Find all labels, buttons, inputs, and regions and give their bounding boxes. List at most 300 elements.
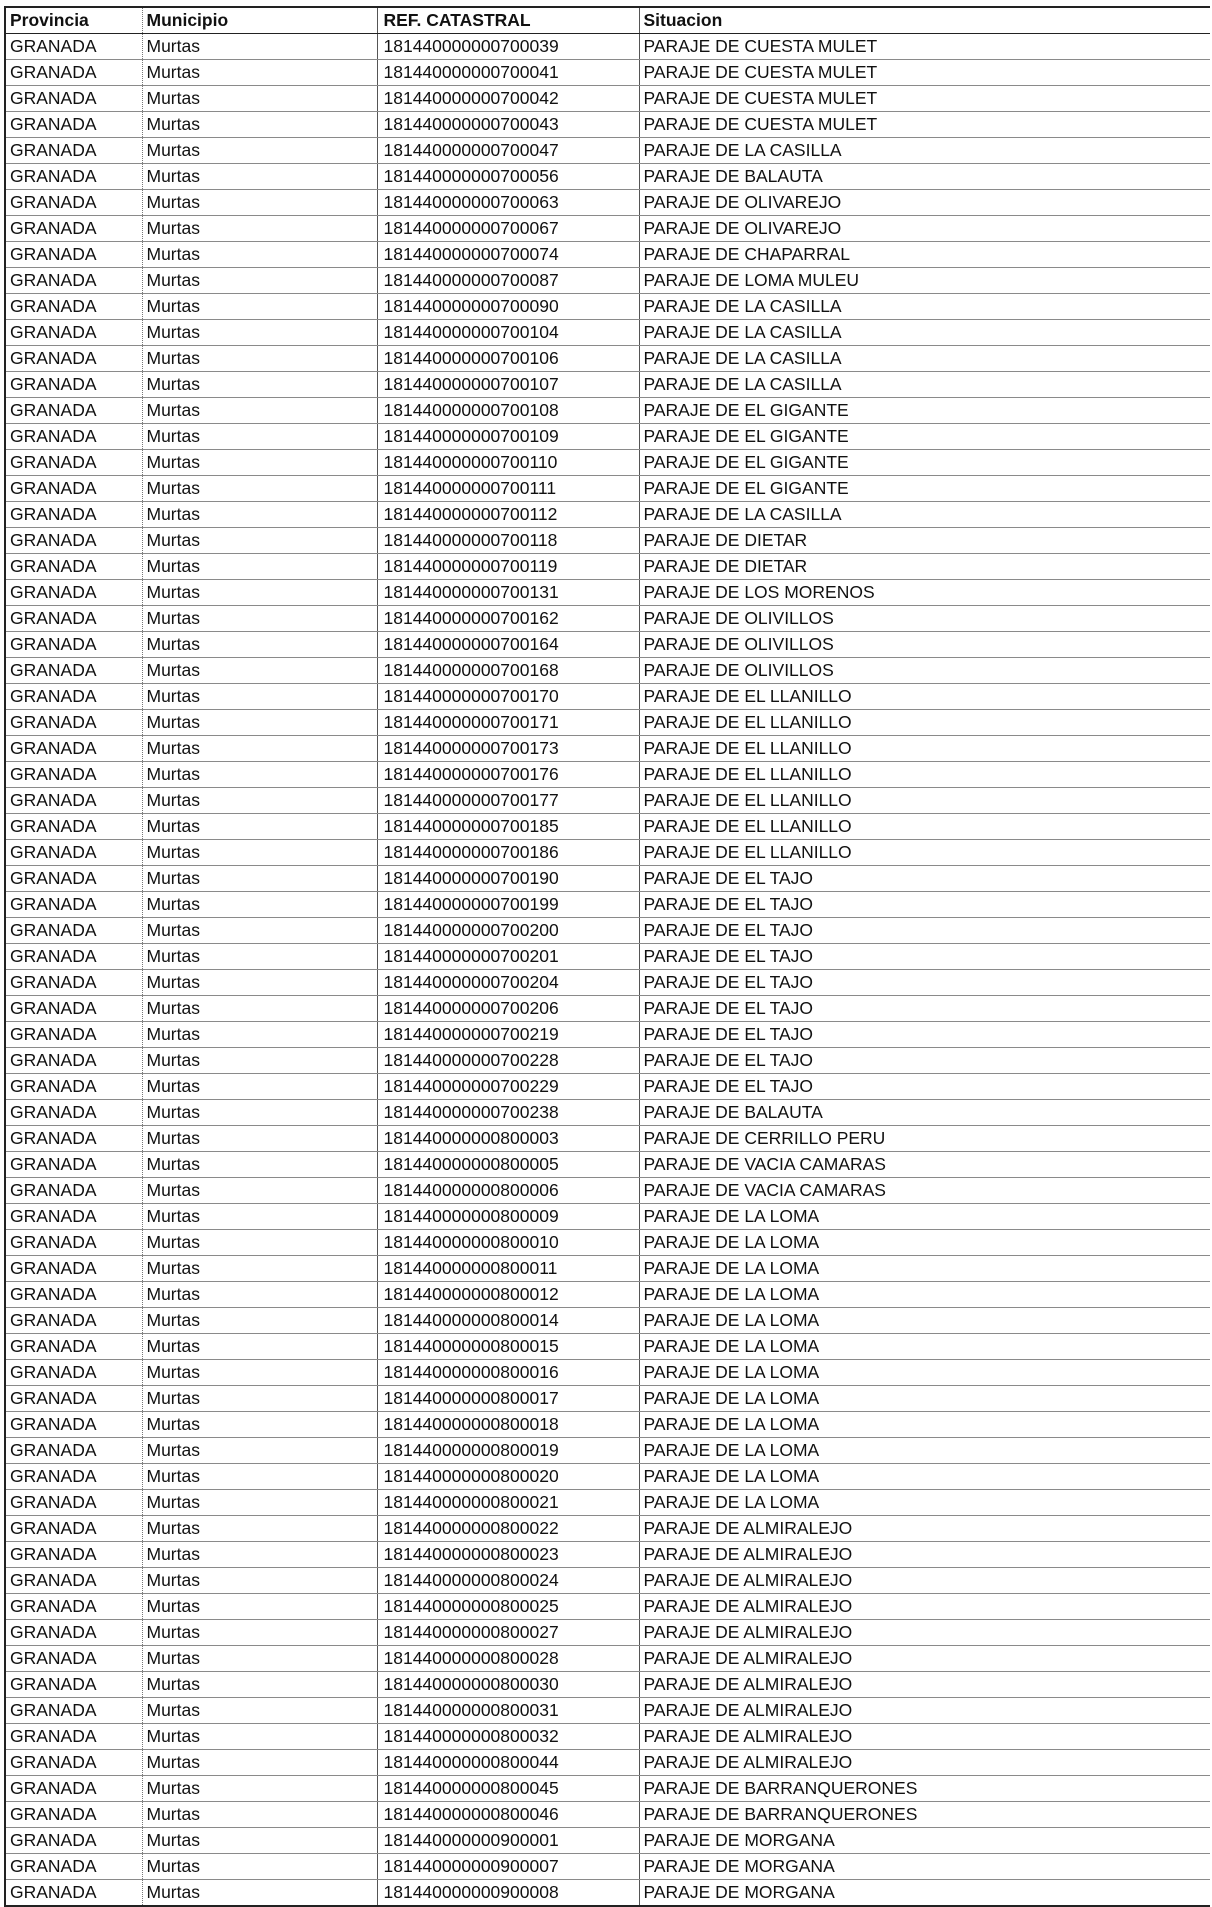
cell-provincia: GRANADA [5, 190, 142, 216]
cell-ref-catastral: 181440000000700042 [377, 86, 639, 112]
table-row [5, 1308, 1210, 1334]
cell-situacion: PARAJE DE MORGANA [643, 1882, 835, 1902]
table-row [5, 1282, 1210, 1308]
cell-ref-catastral: 181440000000700190 [377, 866, 639, 892]
table-row [5, 1776, 1210, 1802]
table-row [5, 294, 1210, 320]
cell-provincia: GRANADA [5, 112, 142, 138]
cell-provincia: GRANADA [5, 1828, 142, 1854]
cell-municipio: Murtas [142, 1880, 377, 1907]
cell-ref-catastral: 181440000000700109 [377, 424, 639, 450]
cell-provincia: GRANADA [5, 1646, 142, 1672]
table-row [5, 1672, 1210, 1698]
cell-municipio: Murtas [142, 1022, 377, 1048]
cell-ref-catastral: 181440000000900001 [377, 1828, 639, 1854]
cell-provincia: GRANADA [5, 1334, 142, 1360]
cell-situacion: PARAJE DE BALAUTA [639, 164, 1210, 190]
header-provincia: Provincia [5, 7, 142, 34]
table-row [5, 606, 1210, 632]
cell-ref-catastral: 181440000000800011 [377, 1256, 639, 1282]
table-row [5, 762, 1210, 788]
cell-situacion: PARAJE DE LA LOMA [639, 1360, 1210, 1386]
cell-provincia: GRANADA [5, 1360, 142, 1386]
cell-ref-catastral: 181440000000800003 [377, 1126, 639, 1152]
cell-provincia: GRANADA [5, 1204, 142, 1230]
table-row [5, 814, 1210, 840]
cell-situacion: PARAJE DE CHAPARRAL [639, 242, 1210, 268]
cell-ref-catastral: 181440000000700087 [377, 268, 639, 294]
cell-municipio: Murtas [142, 1386, 377, 1412]
cell-ref-catastral: 181440000000700176 [377, 762, 639, 788]
cell-municipio: Murtas [142, 1334, 377, 1360]
table-row [5, 1334, 1210, 1360]
table-row [5, 710, 1210, 736]
cell-provincia: GRANADA [5, 1724, 142, 1750]
cell-municipio: Murtas [142, 762, 377, 788]
cell-provincia: GRANADA [5, 1152, 142, 1178]
cell-situacion: PARAJE DE EL GIGANTE [639, 424, 1210, 450]
cell-situacion: PARAJE DE EL TAJO [639, 970, 1210, 996]
cell-municipio: Murtas [142, 970, 377, 996]
table-row [5, 840, 1210, 866]
cell-municipio: Murtas [142, 138, 377, 164]
cell-situacion: PARAJE DE LA LOMA [639, 1204, 1210, 1230]
cell-situacion: PARAJE DE LA LOMA [639, 1464, 1210, 1490]
cell-municipio: Murtas [142, 528, 377, 554]
cell-municipio: Murtas [142, 1152, 377, 1178]
cell-ref-catastral: 181440000000700043 [377, 112, 639, 138]
cell-situacion: PARAJE DE OLIVILLOS [639, 606, 1210, 632]
cell-provincia: GRANADA [5, 996, 142, 1022]
table-row [5, 1126, 1210, 1152]
cell-provincia: GRANADA [5, 1464, 142, 1490]
cell-situacion: PARAJE DE OLIVAREJO [639, 190, 1210, 216]
cell-provincia: GRANADA [5, 34, 142, 60]
cell-provincia: GRANADA [5, 580, 142, 606]
table-row [5, 1620, 1210, 1646]
cell-ref-catastral: 181440000000700067 [377, 216, 639, 242]
cell-municipio: Murtas [142, 1360, 377, 1386]
cell-provincia: GRANADA [5, 1490, 142, 1516]
cell-ref-catastral: 181440000000700173 [377, 736, 639, 762]
cell-provincia: GRANADA [5, 242, 142, 268]
cell-provincia: GRANADA [5, 1100, 142, 1126]
cell-municipio: Murtas [142, 424, 377, 450]
table-row [5, 34, 1210, 60]
cell-municipio: Murtas [142, 1438, 377, 1464]
cell-situacion: PARAJE DE DIETAR [639, 528, 1210, 554]
cell-municipio: Murtas [142, 476, 377, 502]
cell-situacion: PARAJE DE LA CASILLA [639, 320, 1210, 346]
cell-municipio: Murtas [142, 1412, 377, 1438]
cell-provincia: GRANADA [5, 892, 142, 918]
cell-provincia: GRANADA [5, 658, 142, 684]
cell-municipio: Murtas [142, 1100, 377, 1126]
cell-provincia: GRANADA [5, 1672, 142, 1698]
cell-municipio: Murtas [142, 1750, 377, 1776]
cell-provincia: GRANADA [5, 1178, 142, 1204]
table-row [5, 320, 1210, 346]
table-row [5, 736, 1210, 762]
cell-municipio: Murtas [142, 450, 377, 476]
cell-ref-catastral: 181440000000800005 [377, 1152, 639, 1178]
cell-situacion: PARAJE DE ALMIRALEJO [639, 1724, 1210, 1750]
cell-situacion: PARAJE DE ALMIRALEJO [639, 1594, 1210, 1620]
cell-situacion: PARAJE DE VACIA CAMARAS [639, 1152, 1210, 1178]
cell-situacion: PARAJE DE BALAUTA [639, 1100, 1210, 1126]
cell-situacion: PARAJE DE MORGANA [639, 1854, 1210, 1880]
cell-situacion: PARAJE DE MORGANA [639, 1828, 1210, 1854]
cell-ref-catastral: 181440000000700186 [377, 840, 639, 866]
cell-ref-catastral: 181440000000700063 [377, 190, 639, 216]
cell-provincia: GRANADA [5, 164, 142, 190]
cell-provincia: GRANADA [5, 268, 142, 294]
cell-provincia: GRANADA [5, 476, 142, 502]
cell-provincia: GRANADA [5, 866, 142, 892]
cell-provincia: GRANADA [5, 1516, 142, 1542]
cell-municipio: Murtas [142, 684, 377, 710]
cell-municipio: Murtas [142, 840, 377, 866]
cell-ref-catastral: 181440000000800012 [377, 1282, 639, 1308]
cell-situacion: PARAJE DE CUESTA MULET [639, 60, 1210, 86]
cell-ref-catastral: 181440000000700041 [377, 60, 639, 86]
table-row [5, 1802, 1210, 1828]
cell-provincia: GRANADA [5, 736, 142, 762]
cell-situacion: PARAJE DE ALMIRALEJO [639, 1750, 1210, 1776]
table-row [5, 346, 1210, 372]
cell-municipio: Murtas [142, 1620, 377, 1646]
cell-situacion: PARAJE DE OLIVILLOS [639, 632, 1210, 658]
cell-ref-catastral: 181440000000800025 [377, 1594, 639, 1620]
cell-ref-catastral: 181440000000800017 [377, 1386, 639, 1412]
cell-ref-catastral: 181440000000800032 [377, 1724, 639, 1750]
header-ref-catastral: REF. CATASTRAL [377, 7, 639, 34]
cell-provincia: GRANADA [5, 1048, 142, 1074]
cell-situacion: PARAJE DE LA CASILLA [639, 138, 1210, 164]
cell-situacion: PARAJE DE LA LOMA [639, 1282, 1210, 1308]
cell-ref-catastral: 181440000000800020 [377, 1464, 639, 1490]
cell-provincia: GRANADA [5, 1542, 142, 1568]
cell-municipio: Murtas [142, 1854, 377, 1880]
cell-provincia: GRANADA [5, 1074, 142, 1100]
cell-provincia: GRANADA [5, 1880, 142, 1907]
table-row [5, 1646, 1210, 1672]
cell-municipio: Murtas [142, 788, 377, 814]
cell-ref-catastral: 181440000000800030 [377, 1672, 639, 1698]
cell-situacion: PARAJE DE EL LLANILLO [639, 788, 1210, 814]
cell-municipio: Murtas [142, 164, 377, 190]
table-row [5, 1568, 1210, 1594]
cell-provincia: GRANADA [5, 1594, 142, 1620]
cell-municipio: Murtas [142, 1282, 377, 1308]
cell-provincia: GRANADA [5, 528, 142, 554]
table-row [5, 268, 1210, 294]
cell-ref-catastral: 181440000000800014 [377, 1308, 639, 1334]
cell-provincia: GRANADA [5, 138, 142, 164]
cell-municipio: Murtas [142, 372, 377, 398]
cell-ref-catastral: 181440000000800022 [377, 1516, 639, 1542]
cell-ref-catastral: 181440000000700201 [377, 944, 639, 970]
cell-provincia: GRANADA [5, 606, 142, 632]
cell-municipio: Murtas [142, 1308, 377, 1334]
cell-situacion: PARAJE DE LA CASILLA [639, 502, 1210, 528]
cell-provincia: GRANADA [5, 502, 142, 528]
cell-municipio: Murtas [142, 918, 377, 944]
cell-situacion: PARAJE DE EL GIGANTE [639, 450, 1210, 476]
table-row [5, 944, 1210, 970]
cell-situacion: PARAJE DE EL GIGANTE [639, 476, 1210, 502]
cell-municipio: Murtas [142, 1464, 377, 1490]
table-row [5, 918, 1210, 944]
table-row [5, 216, 1210, 242]
cell-ref-catastral: 181440000000800046 [377, 1802, 639, 1828]
cell-situacion: PARAJE DE DIETAR [639, 554, 1210, 580]
cell-provincia: GRANADA [5, 398, 142, 424]
table-row [5, 1230, 1210, 1256]
table-row [5, 684, 1210, 710]
cell-municipio: Murtas [142, 86, 377, 112]
cell-ref-catastral: 181440000000700219 [377, 1022, 639, 1048]
table-row [5, 242, 1210, 268]
table-row [5, 554, 1210, 580]
table-row [5, 1412, 1210, 1438]
cell-ref-catastral: 181440000000800018 [377, 1412, 639, 1438]
cell-situacion: PARAJE DE ALMIRALEJO [639, 1516, 1210, 1542]
cell-provincia: GRANADA [5, 1750, 142, 1776]
cell-provincia: GRANADA [5, 216, 142, 242]
cell-municipio: Murtas [142, 1776, 377, 1802]
cell-provincia: GRANADA [5, 788, 142, 814]
cell-provincia: GRANADA [5, 1230, 142, 1256]
cell-municipio: Murtas [142, 710, 377, 736]
cell-municipio: Murtas [142, 944, 377, 970]
cell-provincia: GRANADA [5, 1776, 142, 1802]
cell-situacion: PARAJE DE ALMIRALEJO [639, 1646, 1210, 1672]
cell-municipio: Murtas [142, 1542, 377, 1568]
table-header [5, 7, 1210, 34]
table-row [5, 424, 1210, 450]
cell-provincia: GRANADA [5, 1802, 142, 1828]
cell-municipio: Murtas [142, 242, 377, 268]
cell-municipio: Murtas [142, 112, 377, 138]
cell-municipio: Murtas [142, 892, 377, 918]
cell-municipio: Murtas [142, 1126, 377, 1152]
cell-provincia: GRANADA [5, 1282, 142, 1308]
cell-municipio: Murtas [142, 268, 377, 294]
cell-municipio: Murtas [142, 866, 377, 892]
cell-ref-catastral: 181440000000700104 [377, 320, 639, 346]
cell-situacion: PARAJE DE CERRILLO PERU [639, 1126, 1210, 1152]
cell-ref-catastral: 181440000000700131 [377, 580, 639, 606]
cell-situacion: PARAJE DE LA LOMA [639, 1412, 1210, 1438]
cell-situacion: PARAJE DE LOMA MULEU [639, 268, 1210, 294]
cell-provincia: GRANADA [5, 1620, 142, 1646]
table-row [5, 164, 1210, 190]
table-row [5, 1386, 1210, 1412]
cell-ref-catastral: 181440000000800016 [377, 1360, 639, 1386]
cell-municipio: Murtas [142, 190, 377, 216]
cell-ref-catastral: 181440000000700199 [377, 892, 639, 918]
table-row [5, 1594, 1210, 1620]
table-row [5, 1542, 1210, 1568]
cell-municipio: Murtas [142, 632, 377, 658]
cell-ref-catastral: 181440000000700168 [377, 658, 639, 684]
table-row [5, 1100, 1210, 1126]
cell-situacion: PARAJE DE BARRANQUERONES [639, 1802, 1210, 1828]
cell-municipio: Murtas [142, 1646, 377, 1672]
cell-ref-catastral: 181440000000800028 [377, 1646, 639, 1672]
cell-ref-catastral: 181440000000800021 [377, 1490, 639, 1516]
table-row [5, 1880, 1210, 1907]
table-row [5, 372, 1210, 398]
cell-ref-catastral: 181440000000700229 [377, 1074, 639, 1100]
cell-municipio: Murtas [142, 1802, 377, 1828]
cell-ref-catastral: 181440000000700118 [377, 528, 639, 554]
cell-situacion: PARAJE DE BARRANQUERONES [639, 1776, 1210, 1802]
header-situacion: Situacion [639, 7, 1210, 34]
cell-ref-catastral: 181440000000700090 [377, 294, 639, 320]
table-row [5, 398, 1210, 424]
cell-situacion: PARAJE DE LA LOMA [639, 1256, 1210, 1282]
table-row [5, 1490, 1210, 1516]
cell-ref-catastral: 181440000000800031 [377, 1698, 639, 1724]
table-row [5, 86, 1210, 112]
cell-ref-catastral: 181440000000800044 [377, 1750, 639, 1776]
cell-ref-catastral: 181440000000700206 [377, 996, 639, 1022]
table-row [5, 658, 1210, 684]
table-row [5, 528, 1210, 554]
table-row [5, 788, 1210, 814]
cell-provincia: GRANADA [5, 1022, 142, 1048]
cell-municipio: Murtas [142, 1490, 377, 1516]
cell-situacion: PARAJE DE CUESTA MULET [639, 86, 1210, 112]
cell-provincia: GRANADA [5, 918, 142, 944]
table-row [5, 970, 1210, 996]
cell-situacion: PARAJE DE EL LLANILLO [639, 840, 1210, 866]
cell-ref-catastral: 181440000000700170 [377, 684, 639, 710]
table-row [5, 1724, 1210, 1750]
cell-municipio: Murtas [142, 1204, 377, 1230]
cell-municipio: Murtas [142, 1672, 377, 1698]
cell-situacion: PARAJE DE EL LLANILLO [639, 736, 1210, 762]
table-body [5, 34, 1210, 1907]
cell-ref-catastral: 181440000000700164 [377, 632, 639, 658]
table-row [5, 1048, 1210, 1074]
cell-municipio: Murtas [142, 216, 377, 242]
cell-municipio: Murtas [142, 580, 377, 606]
cell-situacion: PARAJE DE EL TAJO [639, 1022, 1210, 1048]
cell-ref-catastral: 181440000000700171 [377, 710, 639, 736]
cell-situacion: PARAJE DE LA LOMA [639, 1490, 1210, 1516]
cell-provincia: GRANADA [5, 1308, 142, 1334]
cell-ref-catastral: 181440000000700056 [377, 164, 639, 190]
cell-situacion: PARAJE DE EL GIGANTE [639, 398, 1210, 424]
table-row [5, 138, 1210, 164]
table-row [5, 632, 1210, 658]
cell-provincia: GRANADA [5, 840, 142, 866]
cell-municipio: Murtas [142, 60, 377, 86]
table-row [5, 1204, 1210, 1230]
cell-ref-catastral: 181440000000700162 [377, 606, 639, 632]
cell-municipio: Murtas [142, 1828, 377, 1854]
cell-municipio: Murtas [142, 34, 377, 60]
cell-ref-catastral: 181440000000700119 [377, 554, 639, 580]
cell-situacion: PARAJE DE VACIA CAMARAS [639, 1178, 1210, 1204]
cell-ref-catastral: 181440000000700110 [377, 450, 639, 476]
cell-municipio: Murtas [142, 1256, 377, 1282]
cell-situacion: PARAJE DE EL TAJO [639, 918, 1210, 944]
table-row [5, 1828, 1210, 1854]
cell-municipio: Murtas [142, 294, 377, 320]
cell-municipio: Murtas [142, 658, 377, 684]
cell-ref-catastral: 181440000000700228 [377, 1048, 639, 1074]
header-row [5, 7, 1210, 34]
cell-ref-catastral: 181440000000700112 [377, 502, 639, 528]
cell-ref-catastral: 181440000000700185 [377, 814, 639, 840]
cell-municipio: Murtas [142, 1048, 377, 1074]
cell-municipio: Murtas [142, 736, 377, 762]
table-row [5, 450, 1210, 476]
cell-provincia: GRANADA [5, 424, 142, 450]
table-row [5, 1152, 1210, 1178]
cell-situacion: PARAJE DE OLIVILLOS [639, 658, 1210, 684]
cell-municipio: Murtas [142, 502, 377, 528]
cell-ref-catastral: 181440000000800009 [377, 1204, 639, 1230]
cell-situacion: PARAJE DE LA CASILLA [639, 372, 1210, 398]
cell-situacion: PARAJE DE EL TAJO [639, 944, 1210, 970]
cell-ref-catastral: 181440000000800027 [377, 1620, 639, 1646]
cell-situacion: PARAJE DE LA CASILLA [639, 294, 1210, 320]
cell-situacion: PARAJE DE EL TAJO [639, 866, 1210, 892]
cell-ref-catastral: 181440000000700111 [377, 476, 639, 502]
cell-provincia: GRANADA [5, 1854, 142, 1880]
cell-municipio: Murtas [142, 320, 377, 346]
table-row [5, 112, 1210, 138]
cell-ref-catastral: 181440000000700204 [377, 970, 639, 996]
cell-situacion: PARAJE DE EL TAJO [639, 1048, 1210, 1074]
cell-ref-catastral: 181440000000700238 [377, 1100, 639, 1126]
cell-municipio: Murtas [142, 1594, 377, 1620]
table-row [5, 502, 1210, 528]
table-row [5, 60, 1210, 86]
cell-municipio: Murtas [142, 1074, 377, 1100]
table-row [5, 1074, 1210, 1100]
cell-provincia: GRANADA [5, 294, 142, 320]
document-page [4, 0, 1209, 1902]
cell-provincia: GRANADA [5, 1386, 142, 1412]
cell-provincia: GRANADA [5, 632, 142, 658]
cell-situacion: PARAJE DE LA LOMA [639, 1308, 1210, 1334]
table-row [5, 1256, 1210, 1282]
cell-municipio: Murtas [142, 1568, 377, 1594]
cell-provincia: GRANADA [5, 1698, 142, 1724]
table-row [5, 1516, 1210, 1542]
cell-situacion: PARAJE DE LA LOMA [639, 1386, 1210, 1412]
cell-situacion: PARAJE DE ALMIRALEJO [639, 1620, 1210, 1646]
cell-situacion: PARAJE DE CUESTA MULET [639, 34, 1210, 60]
table-row [5, 1464, 1210, 1490]
cell-provincia: GRANADA [5, 684, 142, 710]
cell-ref-catastral: 181440000000700039 [377, 34, 639, 60]
cell-ref-catastral: 181440000000700106 [377, 346, 639, 372]
table-row [5, 476, 1210, 502]
cell-provincia: GRANADA [5, 1568, 142, 1594]
cell-situacion: PARAJE DE LA LOMA [639, 1230, 1210, 1256]
cell-ref-catastral: 181440000000800024 [377, 1568, 639, 1594]
cell-municipio: Murtas [142, 606, 377, 632]
cell-situacion: PARAJE DE EL TAJO [639, 1074, 1210, 1100]
cell-ref-catastral: 181440000000800023 [377, 1542, 639, 1568]
